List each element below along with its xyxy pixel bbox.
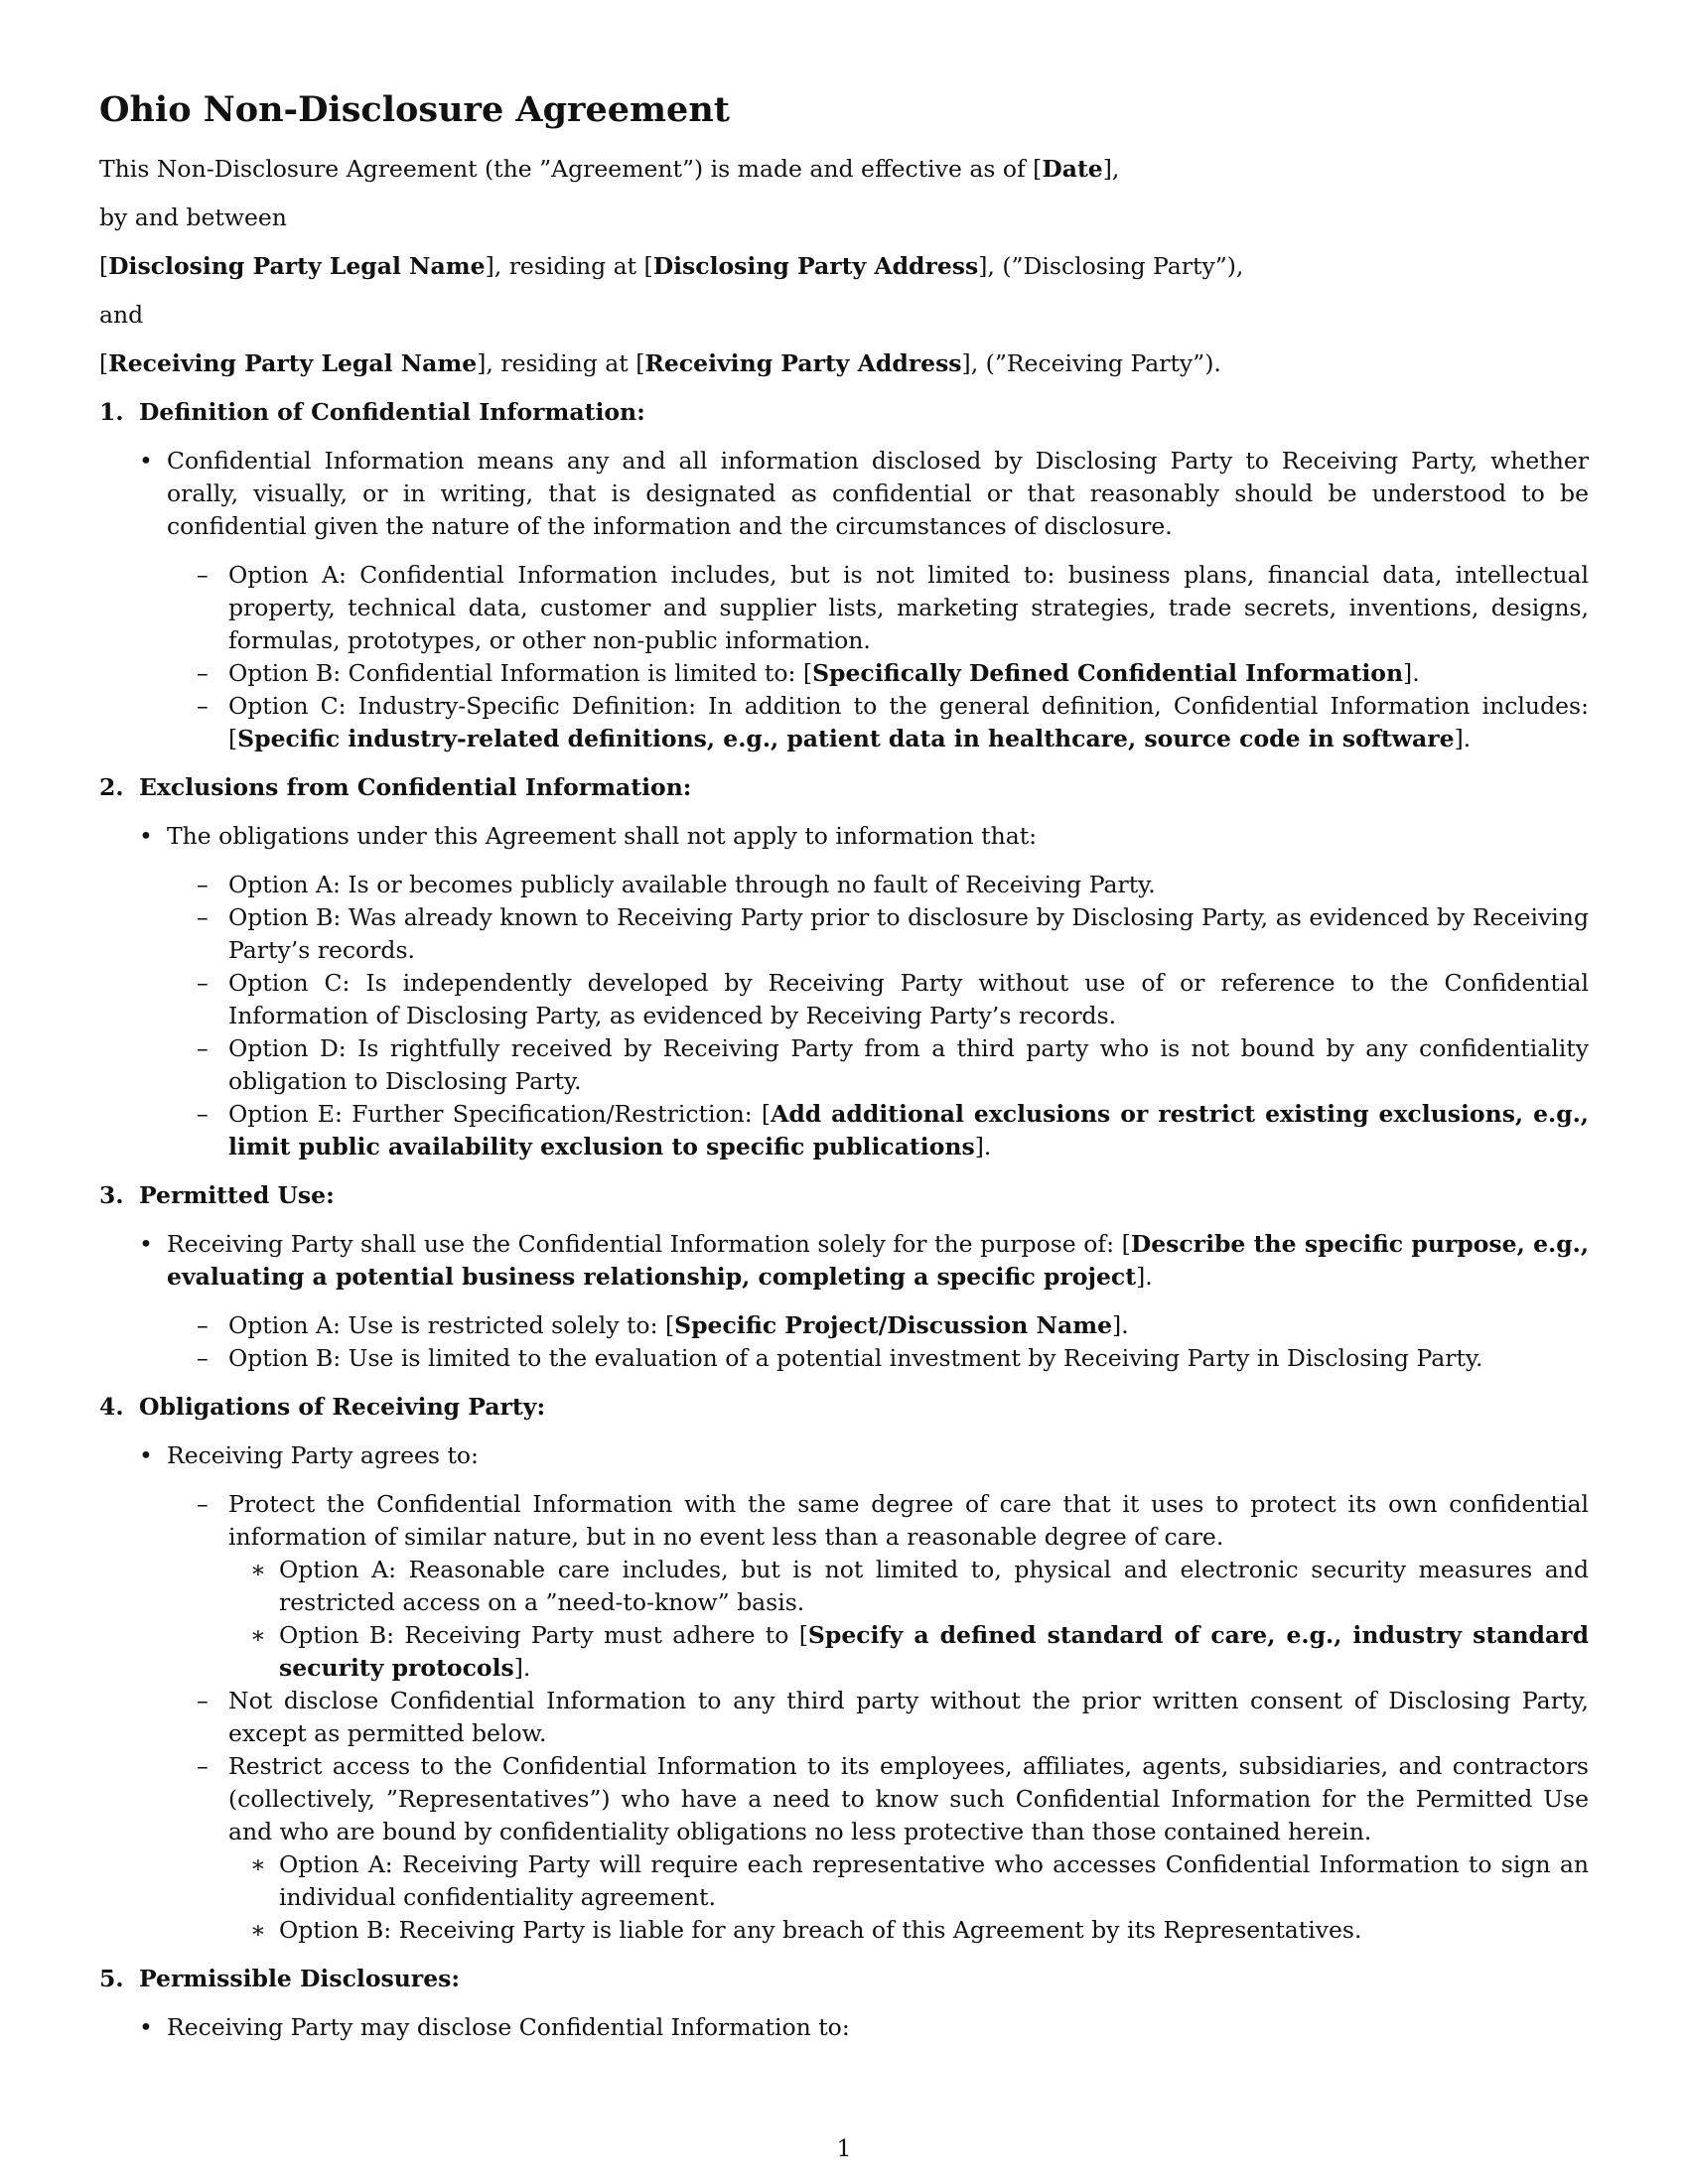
section-number: 5. xyxy=(99,1965,124,1992)
dash-marker: – xyxy=(197,1311,209,1339)
section-title: Definition of Confidential Information: xyxy=(139,398,645,426)
option-item xyxy=(99,967,1589,1032)
intro-effective-date xyxy=(99,153,1589,186)
intro-text: ], (”Disclosing Party”), xyxy=(978,252,1244,280)
dash-marker: – xyxy=(197,903,209,931)
section-heading xyxy=(99,396,1589,429)
placeholder-text: Specific Project/Discussion Name xyxy=(674,1311,1113,1339)
bullet-marker: • xyxy=(139,1441,153,1469)
option-item xyxy=(99,1032,1589,1098)
intro-disclosing-party xyxy=(99,250,1589,283)
sub-option-item xyxy=(99,1848,1589,1914)
bullet-text: Confidential Information means any and all information disclosed by Disclosing Party to Receiving Party, whether orally, visually, or in writing, that is designated as confidential or that reasonably should be understood to be confidential given the nature of the information and the circumstances of disclosure. xyxy=(167,447,1589,540)
option-text: Option B: Receiving Party is liable for any breach of this Agreement by its Representatives. xyxy=(279,1916,1362,1944)
obligation-item xyxy=(99,1750,1589,1848)
option-text: Option A: Reasonable care includes, but is not limited to, physical and electronic security measures and restricted access on a ”need-to-know” basis. xyxy=(279,1556,1589,1616)
bullet-item xyxy=(99,1228,1589,1294)
obligation-item xyxy=(99,1488,1589,1554)
placeholder-text: Add additional exclusions or restrict existing exclusions, e.g., limit public availability exclusion to specific publications xyxy=(228,1100,1589,1160)
section-number: 3. xyxy=(99,1181,124,1209)
option-text: ]. xyxy=(1454,725,1472,752)
document-title: Ohio Non-Disclosure Agreement xyxy=(99,89,730,130)
bullet-text: Receiving Party shall use the Confidential Information solely for the purpose of: [ xyxy=(167,1230,1131,1258)
option-text: Option B: Receiving Party must adhere to [ xyxy=(279,1621,808,1649)
section-heading xyxy=(99,771,1589,804)
receiving-name-placeholder: Receiving Party Legal Name xyxy=(108,349,478,377)
option-text: Option B: Confidential Information is limited to: [ xyxy=(228,659,813,687)
bullet-marker: • xyxy=(139,2013,153,2041)
section-5 xyxy=(99,1963,1589,2044)
placeholder-text: Specific industry-related definitions, e.g., patient data in healthcare, source code in software xyxy=(237,725,1455,752)
dash-marker: – xyxy=(197,1100,209,1128)
section-number: 2. xyxy=(99,773,124,801)
star-marker: ∗ xyxy=(250,1621,266,1649)
option-text: Option B: Was already known to Receiving Party prior to disclosure by Disclosing Party, as evidenced by Receiving Party’s records. xyxy=(228,903,1589,964)
intro-receiving-party xyxy=(99,347,1589,380)
bullet-text: The obligations under this Agreement shall not apply to information that: xyxy=(167,822,1038,850)
bullet-item xyxy=(99,445,1589,543)
dash-marker: – xyxy=(197,969,209,997)
intro-text: This Non-Disclosure Agreement (the ”Agreement”) is made and effective as of [ xyxy=(99,155,1043,183)
bullet-marker: • xyxy=(139,1230,153,1258)
bullet-text: Receiving Party may disclose Confidential Information to: xyxy=(167,2013,850,2041)
sub-option-item xyxy=(99,1619,1589,1685)
option-text: ]. xyxy=(974,1133,992,1160)
section-title: Permitted Use: xyxy=(139,1181,335,1209)
placeholder-text: Specifically Defined Confidential Information xyxy=(812,659,1404,687)
section-1 xyxy=(99,396,1589,755)
star-marker: ∗ xyxy=(250,1916,266,1944)
page-number: 1 xyxy=(836,2134,852,2162)
section-2 xyxy=(99,771,1589,1163)
option-item xyxy=(99,690,1589,755)
intro-text: [ xyxy=(99,252,109,280)
document-page xyxy=(99,85,1589,2060)
option-text: Option A: Use is restricted solely to: [ xyxy=(228,1311,675,1339)
dash-marker: – xyxy=(197,692,209,720)
bullet-text: Receiving Party agrees to: xyxy=(167,1441,479,1469)
disclosing-address-placeholder: Disclosing Party Address xyxy=(652,252,979,280)
option-list xyxy=(99,1309,1589,1375)
sub-option-item xyxy=(99,1914,1589,1947)
option-text: Option A: Confidential Information includes, but is not limited to: business plans, financial data, intellectual property, technical data, customer and supplier lists, marketing strategies, trade secrets, inventions, designs, formulas, prototypes, or other non-public information. xyxy=(228,561,1589,654)
option-text: Option D: Is rightfully received by Receiving Party from a third party who is not bound by any confidentiality obligation to Disclosing Party. xyxy=(228,1034,1589,1095)
section-title: Permissible Disclosures: xyxy=(139,1965,461,1992)
option-text: Option A: Receiving Party will require each representative who accesses Confidential Information to sign an individual confidentiality agreement. xyxy=(279,1850,1589,1911)
option-item xyxy=(99,901,1589,967)
section-number: 4. xyxy=(99,1393,124,1421)
bullet-marker: • xyxy=(139,822,153,850)
section-heading xyxy=(99,1391,1589,1424)
obligation-list xyxy=(99,1488,1589,1947)
bullet-item xyxy=(99,820,1589,853)
option-text: ]. xyxy=(1112,1311,1129,1339)
intro-text: ], (”Receiving Party”). xyxy=(961,349,1221,377)
dash-marker: – xyxy=(197,1687,209,1714)
intro-by-and-between: by and between xyxy=(99,204,287,231)
option-text: Option B: Use is limited to the evaluation of a potential investment by Receiving Party in Disclosing Party. xyxy=(228,1344,1483,1372)
section-heading xyxy=(99,1963,1589,1995)
option-item xyxy=(99,1309,1589,1342)
dash-marker: – xyxy=(197,871,209,898)
dash-marker: – xyxy=(197,659,209,687)
dash-marker: – xyxy=(197,1490,209,1518)
bullet-item xyxy=(99,1439,1589,1472)
dash-marker: – xyxy=(197,1752,209,1780)
intro-text: [ xyxy=(99,349,109,377)
section-heading xyxy=(99,1179,1589,1212)
option-list xyxy=(99,559,1589,755)
option-item xyxy=(99,559,1589,657)
obligation-text: Restrict access to the Confidential Information to its employees, affiliates, agents, subsidiaries, and contractors (collectively, ”Representatives”) who have a need to know such Confidential Information for the Permitted Use and who are bound by confidentiality obligations no less protective than those contained herein. xyxy=(228,1752,1589,1845)
option-item xyxy=(99,657,1589,690)
obligation-text: Protect the Confidential Information with the same degree of care that it uses to protect its own confidential information of similar nature, but in no event less than a reasonable degree of care. xyxy=(228,1490,1589,1551)
dash-marker: – xyxy=(197,561,209,589)
section-3 xyxy=(99,1179,1589,1375)
sub-option-item xyxy=(99,1554,1589,1619)
receiving-address-placeholder: Receiving Party Address xyxy=(644,349,962,377)
intro-text: ], xyxy=(1102,155,1120,183)
intro-text: ], residing at [ xyxy=(477,349,645,377)
option-text: Option E: Further Specification/Restriction: [ xyxy=(228,1100,772,1128)
section-title: Obligations of Receiving Party: xyxy=(139,1393,546,1421)
intro-and: and xyxy=(99,301,144,329)
star-marker: ∗ xyxy=(250,1850,266,1878)
obligation-text: Not disclose Confidential Information to any third party without the prior written consent of Disclosing Party, except as permitted below. xyxy=(228,1687,1589,1747)
option-item xyxy=(99,1098,1589,1163)
option-text: ]. xyxy=(513,1654,531,1682)
bullet-marker: • xyxy=(139,447,153,475)
option-text: Option C: Is independently developed by Receiving Party without use of or reference to the Confidential Information of Disclosing Party, as evidenced by Receiving Party’s records. xyxy=(228,969,1589,1029)
option-item xyxy=(99,869,1589,901)
section-4 xyxy=(99,1391,1589,1947)
option-text: ]. xyxy=(1403,659,1420,687)
section-title: Exclusions from Confidential Information: xyxy=(139,773,692,801)
star-marker: ∗ xyxy=(250,1556,266,1583)
dash-marker: – xyxy=(197,1034,209,1062)
obligation-item xyxy=(99,1685,1589,1750)
placeholder-text: Describe the specific purpose, e.g., evaluating a potential business relationship, completing a specific project xyxy=(167,1230,1590,1291)
date-placeholder: Date xyxy=(1042,155,1103,183)
intro-text: ], residing at [ xyxy=(485,252,653,280)
bullet-text: ]. xyxy=(1136,1263,1153,1291)
option-text: Option A: Is or becomes publicly available through no fault of Receiving Party. xyxy=(228,871,1156,898)
bullet-item xyxy=(99,2011,1589,2044)
section-number: 1. xyxy=(99,398,124,426)
disclosing-name-placeholder: Disclosing Party Legal Name xyxy=(108,252,486,280)
placeholder-text: Specify a defined standard of care, e.g., industry standard security protocols xyxy=(279,1621,1589,1682)
option-text: Option C: Industry-Specific Definition: In addition to the general definition, Confidential Information includes: [ xyxy=(228,692,1589,752)
dash-marker: – xyxy=(197,1344,209,1372)
option-item xyxy=(99,1342,1589,1375)
option-list xyxy=(99,869,1589,1163)
